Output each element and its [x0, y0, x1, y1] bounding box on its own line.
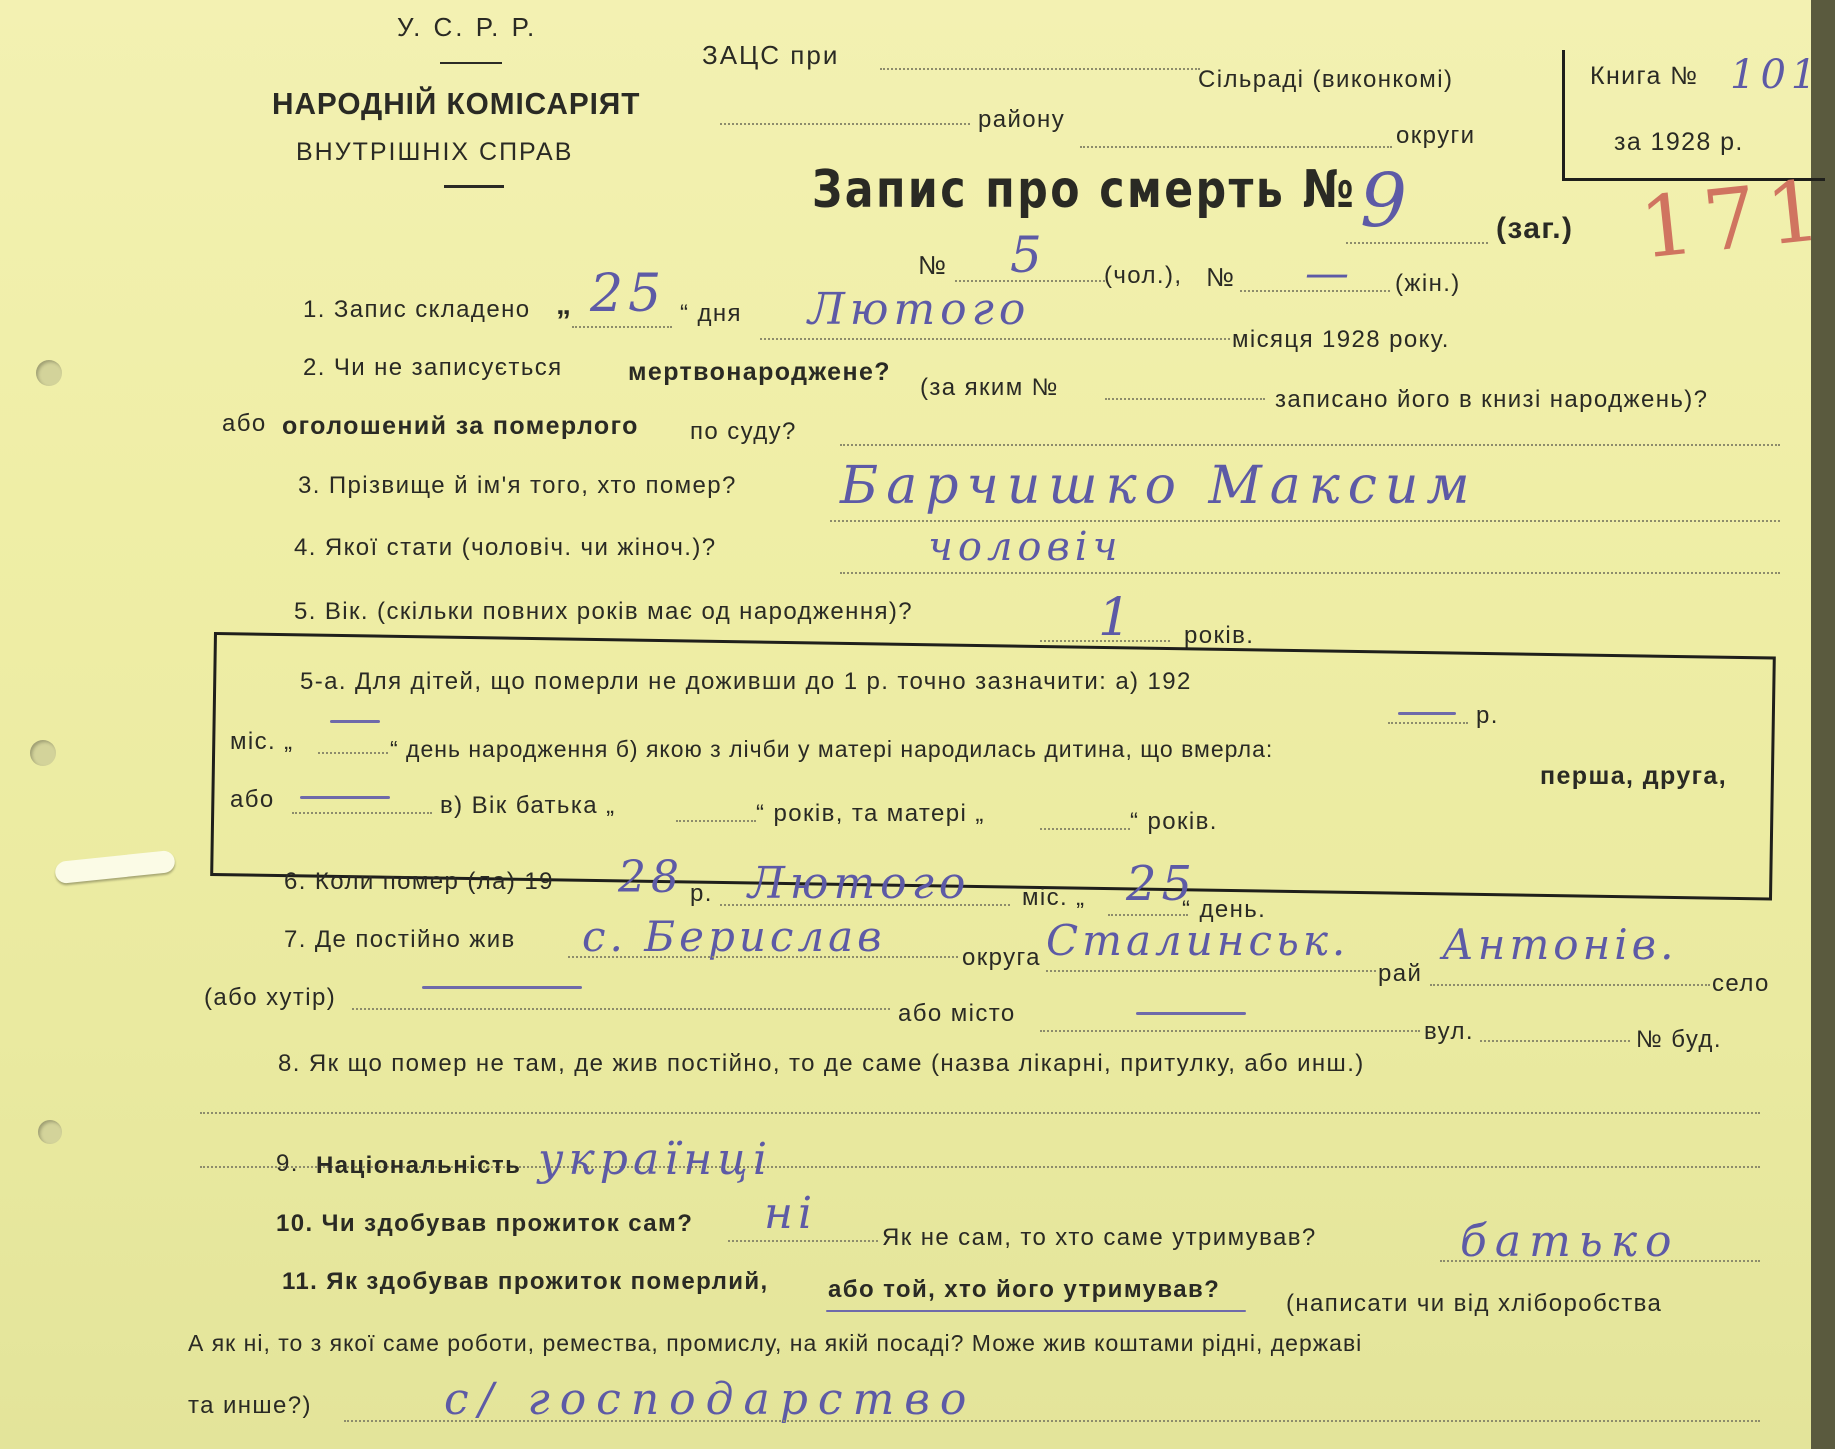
f6-mis: міс. „: [1022, 884, 1086, 911]
f11-underline: [826, 1310, 1246, 1312]
f5a-line2a: міс. „: [230, 728, 294, 755]
zags-label: ЗАЦС при: [702, 40, 840, 70]
silrada-label: Сільраді (виконкомі): [1198, 66, 1454, 93]
raion-label: району: [978, 106, 1066, 133]
f10-value: ні: [764, 1188, 818, 1239]
ministry-line1: НАРОДНІЙ КОМІСАРІЯТ: [272, 86, 641, 121]
f7-place: с. Берислав: [582, 912, 886, 961]
f8-label: 8. Як що помер не там, де жив постійно, то де саме (назва лікарні, притулку, або инш.): [278, 1050, 1365, 1077]
dotted-line: [1080, 146, 1392, 148]
dotted-line: [880, 68, 1200, 70]
record-title: Запис про смерть №: [812, 160, 1357, 220]
f6-r: р.: [690, 880, 713, 907]
red-number: 171: [1635, 160, 1835, 278]
f5a-order-dash: [300, 796, 390, 799]
f5a-line2b: “ день народження б) якою з лічби у матері народилась дитина, що вмерла:: [390, 736, 1274, 762]
dotted-line: [344, 1420, 1760, 1422]
dotted-line: [676, 820, 756, 822]
punch-hole: [36, 360, 62, 386]
f2-f: оголошений за померлого: [282, 412, 639, 440]
dotted-line: [200, 1112, 1760, 1114]
f5-value: 1: [1098, 588, 1137, 648]
dotted-line: [568, 956, 958, 958]
dotted-line: [720, 123, 970, 125]
dotted-line: [1105, 398, 1265, 400]
f7-label: 7. Де постійно жив: [284, 926, 516, 953]
f2-a: 2. Чи не записується: [303, 354, 563, 381]
f10-mid: Як не сам, то хто саме утримував?: [882, 1224, 1317, 1251]
f3-value: Барчишко Максим: [840, 456, 1478, 516]
f5-label: 5. Вік. (скільки повних років має од народження)?: [294, 598, 914, 625]
f5a-month-dash: [330, 720, 380, 723]
f6-label: 6. Коли помер (ла) 19: [284, 868, 554, 895]
f5a-line3b: в) Вік батька „: [440, 792, 616, 819]
f1-quote-open: „: [556, 288, 573, 321]
f9-label-b: Національність: [316, 1152, 522, 1179]
punch-hole: [38, 1120, 62, 1144]
dotted-line: [830, 520, 1780, 522]
dotted-line: [1046, 970, 1376, 972]
f7-selo: село: [1712, 970, 1770, 997]
f1-day: 25: [590, 264, 667, 324]
record-suffix: (заг.): [1496, 212, 1574, 245]
f6-day: 25: [1126, 856, 1198, 912]
f7b-misto: або місто: [898, 1000, 1016, 1027]
f10-value2: батько: [1460, 1216, 1680, 1267]
no2-value: —: [1305, 248, 1354, 299]
divider: [440, 62, 502, 64]
dotted-line: [1430, 984, 1710, 986]
f5a-line3d: “ років.: [1130, 808, 1218, 835]
dotted-line: [1040, 828, 1130, 830]
paper-tear: [54, 850, 176, 884]
dotted-line: [318, 752, 388, 754]
f7-rai-val: Антонів.: [1442, 920, 1678, 969]
dotted-line: [1346, 242, 1488, 244]
dotted-line: [572, 326, 672, 328]
f1-quote-close: “ дня: [680, 300, 742, 327]
f1-month: Лютого: [808, 284, 1031, 335]
f11-line1a: 11. Як здобував прожиток померлий,: [282, 1268, 769, 1295]
dotted-line: [1440, 1260, 1760, 1262]
dotted-line: [720, 904, 1010, 906]
dotted-line: [292, 812, 432, 814]
dotted-line: [760, 338, 1230, 340]
dotted-line: [840, 444, 1780, 446]
f1-suffix: місяця 1928 року.: [1232, 326, 1450, 353]
f4-label: 4. Якої стати (чоловіч. чи жіноч.)?: [294, 534, 717, 561]
f2-g: по суду?: [690, 418, 797, 445]
f7b-misto-dash: [1136, 1012, 1246, 1015]
f2-e: або: [222, 410, 267, 437]
f9-value: українці: [538, 1134, 773, 1185]
f5a-line3a: або: [230, 786, 275, 813]
dotted-line: [1480, 1040, 1630, 1042]
f3-label: 3. Прізвище й ім'я того, хто помер?: [298, 472, 737, 499]
divider: [444, 185, 504, 188]
f11-line2: А як ні, то з якої саме роботи, ремества, промислу, на якій посаді? Може жив коштами рідні, державі: [188, 1330, 1363, 1356]
f6-month: Лютого: [748, 858, 971, 909]
dotted-line: [840, 572, 1780, 574]
book-number: 101: [1730, 52, 1822, 98]
state-abbr: У. С. Р. Р.: [397, 12, 538, 42]
f7b-bud: № буд.: [1636, 1026, 1722, 1053]
punch-hole: [30, 740, 56, 766]
f7-okruha-val: Сталинськ.: [1046, 916, 1350, 965]
book-label: Книга №: [1590, 62, 1699, 90]
f10-label: 10. Чи здобував прожиток сам?: [276, 1210, 694, 1237]
f6-year: 28: [618, 852, 684, 903]
dotted-line: [728, 1240, 878, 1242]
f2-d: записано його в книзі народжень)?: [1275, 386, 1709, 413]
f5-suffix: років.: [1184, 622, 1255, 649]
f2-c: (за яким №: [920, 374, 1059, 401]
no1-label: №: [918, 250, 948, 280]
f9-label: 9.: [276, 1150, 299, 1177]
f7b-label: (або хутір): [204, 984, 337, 1011]
f11-line1b: або той, хто його утримував?: [828, 1276, 1221, 1303]
dotted-line: [955, 280, 1105, 282]
dotted-line: [1040, 1030, 1420, 1032]
no2-label: №: [1206, 262, 1236, 292]
no1-value: 5: [1010, 226, 1047, 284]
f11-value: с/ господарство: [444, 1374, 977, 1425]
dotted-line: [1388, 722, 1468, 724]
f1-label: 1. Запис складено: [303, 296, 531, 323]
f6-den: “ день.: [1182, 896, 1267, 923]
f5a-line3c: “ років, та матері „: [756, 800, 985, 827]
f7b-khutir-dash: [422, 986, 582, 989]
f5a-line1: 5-а. Для дітей, що померли не доживши до 1 р. точно зазначити: а) 192: [300, 668, 1192, 695]
f2-b: мертвонароджене?: [628, 358, 891, 386]
dotted-line: [1240, 290, 1390, 292]
f11-line1c: (написати чи від хліборобства: [1286, 1290, 1663, 1317]
male-label: (чол.),: [1104, 262, 1183, 289]
ministry-line2: ВНУТРІШНІХ СПРАВ: [296, 138, 574, 166]
f5a-line1-end: р.: [1476, 702, 1499, 729]
f7-rai: рай: [1378, 960, 1423, 987]
dotted-line: [352, 1008, 890, 1010]
f4-value: чоловіч: [928, 524, 1123, 570]
book-year: за 1928 р.: [1614, 128, 1744, 156]
f5a-line2c: перша, друга,: [1540, 762, 1728, 790]
f11-line3: та инше?): [188, 1392, 312, 1419]
f7-okruha: округа: [962, 944, 1041, 971]
f5a-year-dash: [1398, 712, 1456, 715]
record-number: 9: [1360, 158, 1413, 244]
okruha-label: округи: [1396, 122, 1476, 149]
f7b-vul: вул.: [1424, 1018, 1474, 1045]
female-label: (жін.): [1395, 270, 1461, 297]
dotted-line: [1040, 640, 1170, 642]
